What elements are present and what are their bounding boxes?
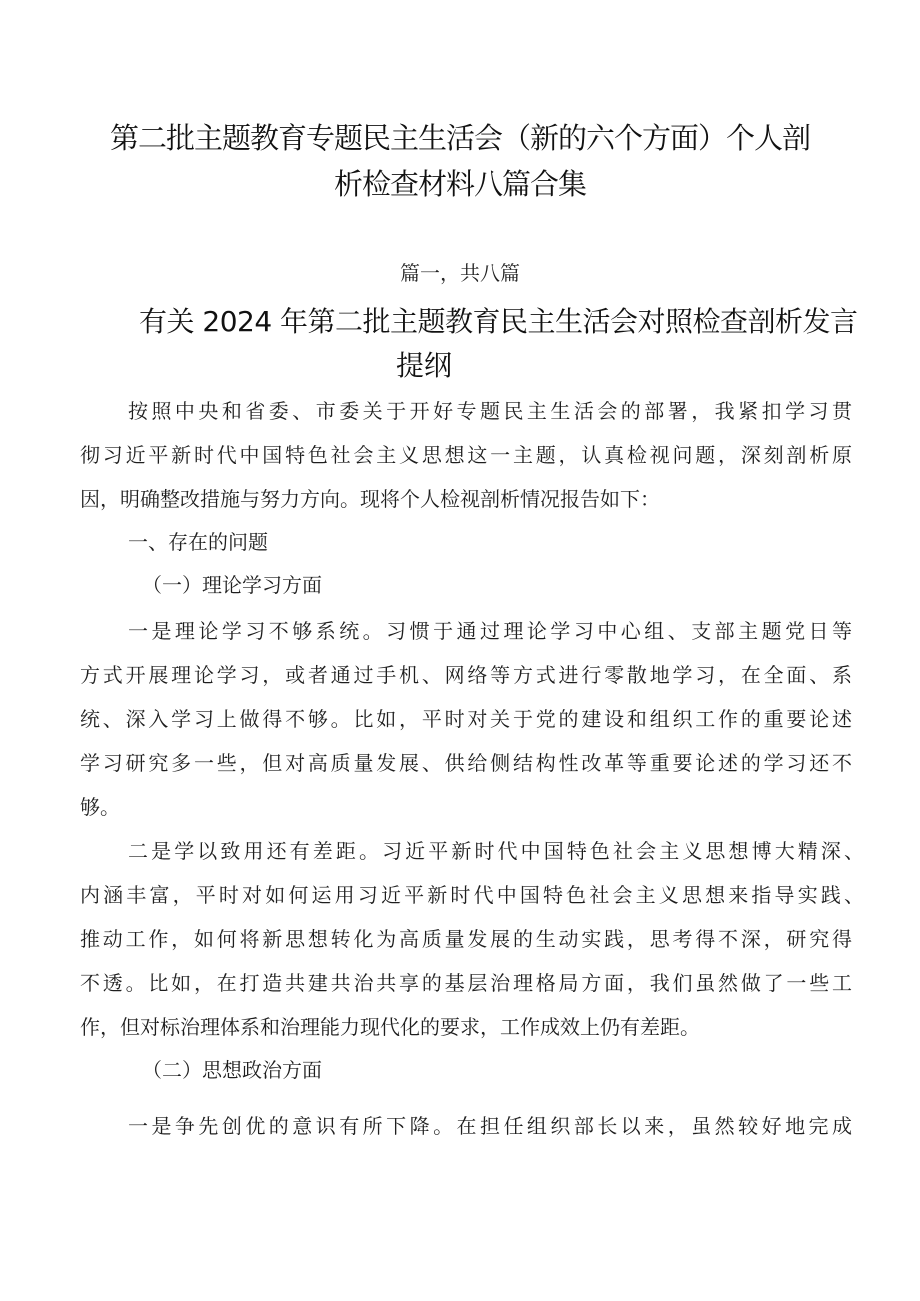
subsection-heading-theory: （一）理论学习方面 bbox=[142, 573, 322, 597]
para2-line: 作，但对标治理体系和治理能力现代化的要求，工作成效上仍有差距。 bbox=[80, 1015, 700, 1039]
intro-line: 彻习近平新时代中国特色社会主义思想这一主题，认真检视问题，深刻剖析原 bbox=[80, 443, 852, 467]
para2-line: 内涵丰富，平时对如何运用习近平新时代中国特色社会主义思想来指导实践、 bbox=[80, 883, 864, 907]
para2-line: 二是学以致用还有差距。习近平新时代中国特色社会主义思想博大精深、 bbox=[128, 839, 864, 863]
main-title-line-1: 第二批主题教育专题民主生活会（新的六个方面）个人剖 bbox=[109, 121, 810, 155]
para3-line: 一是争先创优的意识有所下降。在担任组织部长以来，虽然较好地完成 bbox=[128, 1114, 852, 1138]
sub-title-line-2: 提纲 bbox=[396, 349, 453, 382]
intro-line: 按照中央和省委、市委关于开好专题民主生活会的部署，我紧扣学习贯 bbox=[128, 399, 852, 423]
subsection-heading-politics: （二）思想政治方面 bbox=[142, 1058, 322, 1082]
para1-line: 方式开展理论学习，或者通过手机、网络等方式进行零散地学习，在全面、系 bbox=[80, 663, 852, 687]
part-label: 篇一，共八篇 bbox=[400, 261, 520, 285]
para1-line: 学习研究多一些，但对高质量发展、供给侧结构性改革等重要论述的学习还不 bbox=[80, 751, 852, 775]
para2-line: 推动工作，如何将新思想转化为高质量发展的生动实践，思考得不深，研究得 bbox=[80, 927, 852, 951]
sub-title-line-1: 有关 2024 年第二批主题教育民主生活会对照检查剖析发言 bbox=[139, 305, 858, 338]
intro-line: 因，明确整改措施与努力方向。现将个人检视剖析情况报告如下： bbox=[80, 487, 660, 511]
main-title-line-2: 析检查材料八篇合集 bbox=[333, 167, 586, 201]
para1-line: 一是理论学习不够系统。习惯于通过理论学习中心组、支部主题党日等 bbox=[128, 619, 852, 643]
para1-line: 够。 bbox=[80, 795, 120, 819]
para2-line: 不透。比如，在打造共建共治共享的基层治理格局方面，我们虽然做了一些工 bbox=[80, 971, 852, 995]
para1-line: 统、深入学习上做得不够。比如，平时对关于党的建设和组织工作的重要论述 bbox=[80, 707, 852, 731]
section-heading-problems: 一、存在的问题 bbox=[128, 530, 268, 554]
